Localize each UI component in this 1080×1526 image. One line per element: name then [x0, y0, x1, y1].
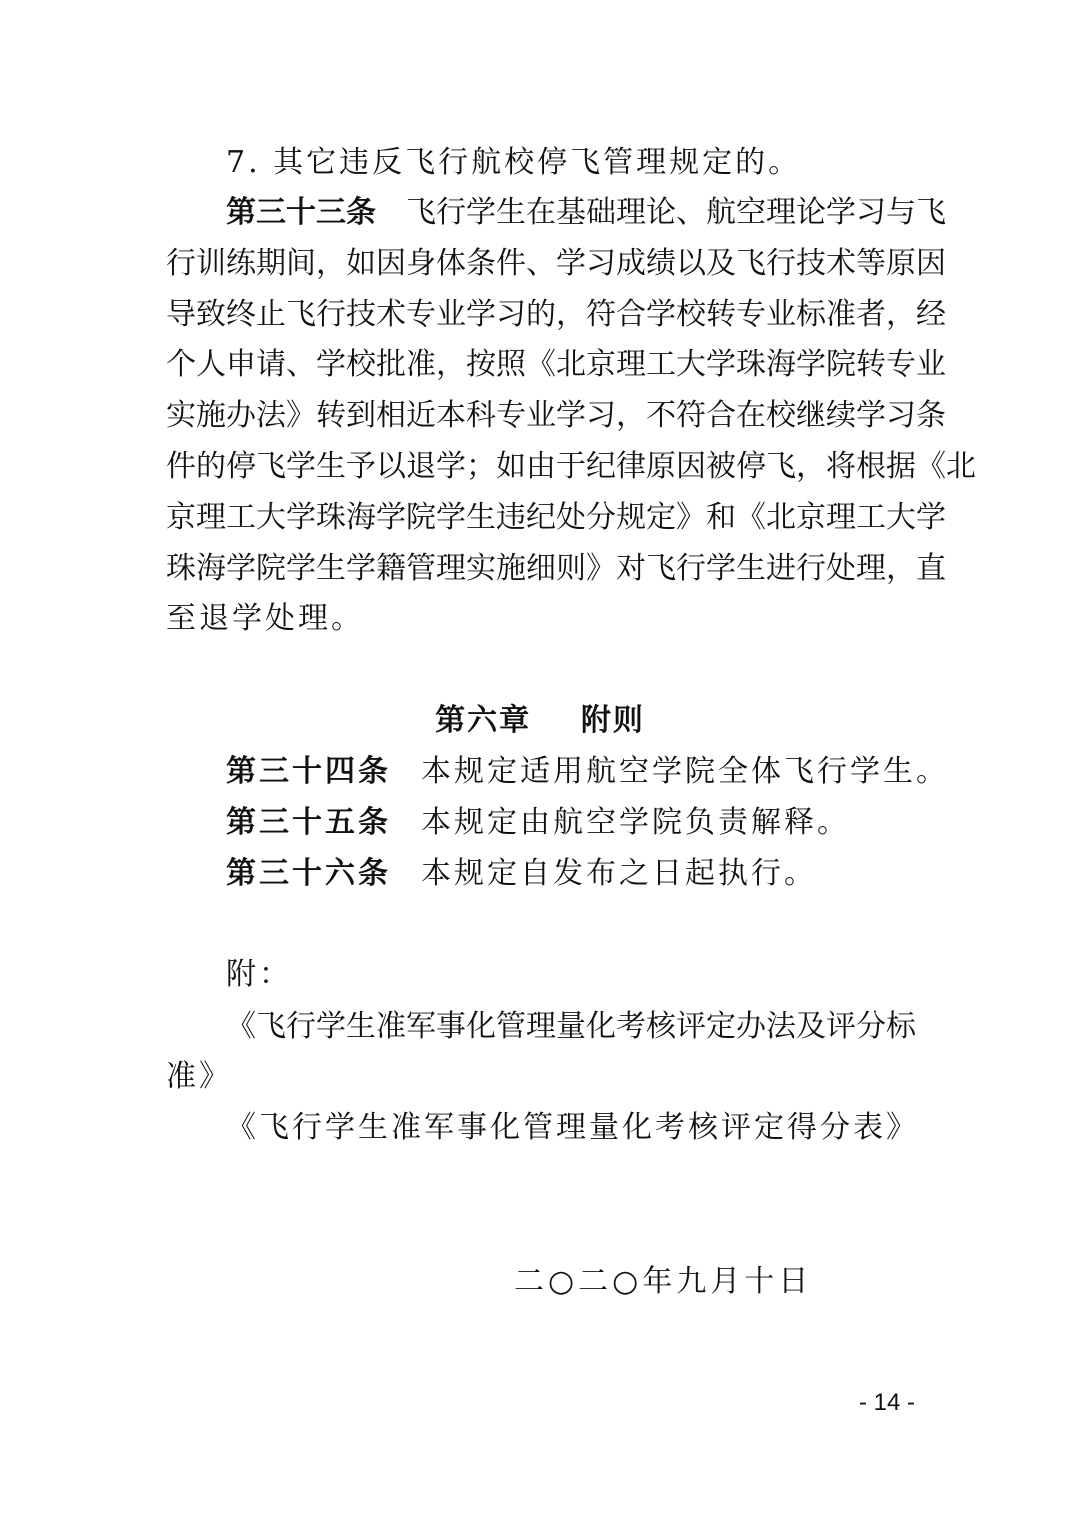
article-33-line-1: 飞行学生在基础理论、航空理论学习与飞: [406, 195, 946, 230]
article-35-text: 本规定由航空学院负责解释。: [421, 805, 850, 840]
article-33-line-8: 珠海学院学生学籍管理实施细则》对飞行学生进行处理，直: [166, 551, 946, 586]
article-33-line-6: 件的停飞学生予以退学；如由于纪律原因被停飞，将根据《北: [166, 449, 976, 484]
article-33-line-2: 行训练期间，如因身体条件、学习成绩以及飞行技术等原因: [166, 246, 946, 281]
article-36-label: 第三十六条: [226, 856, 391, 891]
article-33-line-3: 导致终止飞行技术专业学习的，符合学校转专业标准者，经: [166, 297, 946, 332]
appendix-item-1-line-2: 准》: [166, 1059, 232, 1094]
article-33-line-5: 实施办法》转到相近本科专业学习，不符合在校继续学习条: [166, 398, 946, 433]
article-33-label: 第三十三条: [226, 195, 376, 230]
article-35-label: 第三十五条: [226, 805, 391, 840]
article-33-line-9: 至退学处理。: [166, 601, 364, 636]
article-34: [226, 752, 949, 792]
item-7: 7. 其它违反飞行航校停飞管理规定的。: [226, 145, 802, 180]
chapter-6-title: 第六章 附则: [435, 703, 645, 738]
article-33-first-line: [226, 193, 946, 233]
article-36-text: 本规定自发布之日起执行。: [421, 856, 817, 891]
article-36: [226, 854, 916, 894]
appendix-label: 附：: [226, 957, 292, 992]
article-33-line-7: 京理工大学珠海学院学生违纪处分规定》和《北京理工大学: [166, 500, 946, 535]
appendix-item-1-line-1: 《飞行学生准军事化管理量化考核评定办法及评分标: [226, 1009, 916, 1044]
issue-date: 二○二○年九月十日: [514, 1264, 813, 1299]
appendix-item-2: 《飞行学生准军事化管理量化考核评定得分表》: [226, 1110, 919, 1145]
article-33-line-4: 个人申请、学校批准，按照《北京理工大学珠海学院转专业: [166, 347, 946, 382]
article-34-label: 第三十四条: [226, 754, 391, 789]
article-35: [226, 803, 916, 843]
article-34-text: 本规定适用航空学院全体飞行学生。: [421, 754, 949, 789]
page-number: - 14 -: [858, 1389, 915, 1416]
